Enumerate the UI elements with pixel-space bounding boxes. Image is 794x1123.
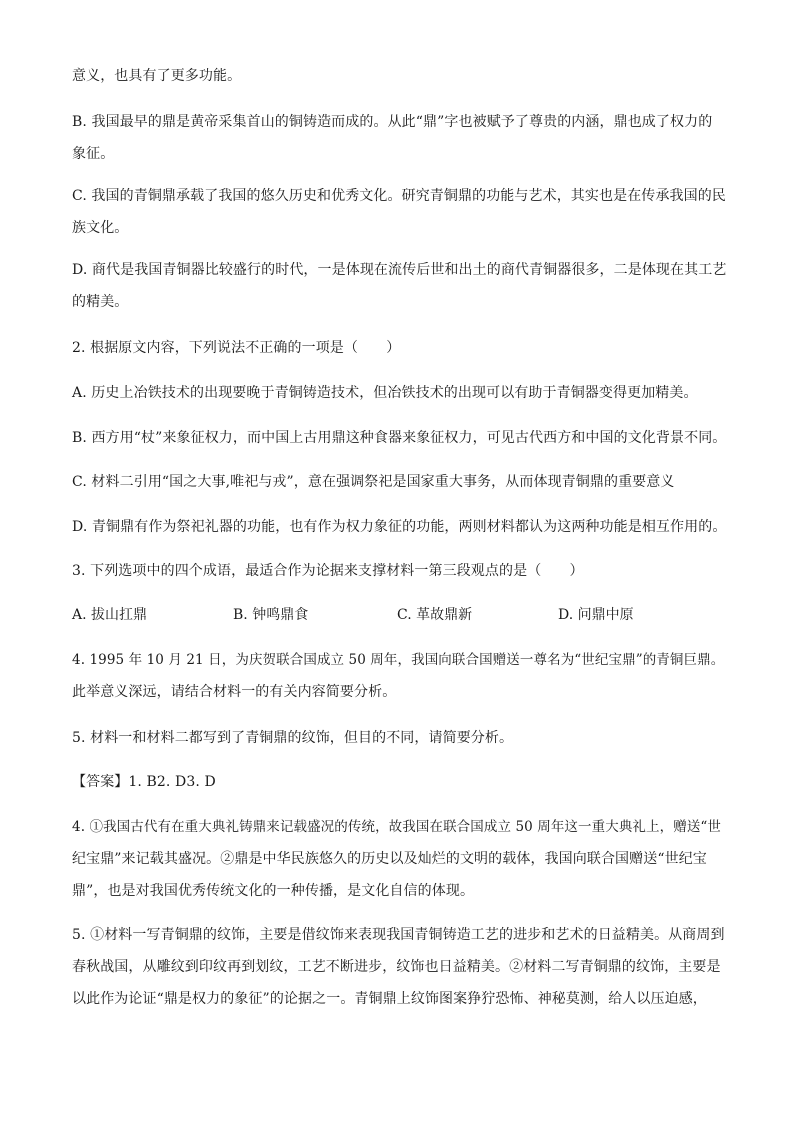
option-d-line-1: D. 商代是我国青铜器比较盛行的时代，一是体现在流传后世和出土的商代青铜器很多，二是体现在其工艺 <box>72 262 727 278</box>
q3-option-d: D. 问鼎中原 <box>558 607 634 623</box>
answer-5-line-2: 春秋战国，从雕纹到印纹再到划纹，工艺不断进步，纹饰也日益精美。②材料二写青铜鼎的纹饰，主要是 <box>72 959 721 975</box>
q3-option-a: A. 拔山扛鼎 <box>72 607 148 623</box>
q2-option-c: C. 材料二引用“国之大事,唯祀与戎”，意在强调祭祀是国家重大事务，从而体现青铜鼎的重要意义 <box>72 474 675 490</box>
question-4-line-1: 4. 1995 年 10 月 21 日，为庆贺联合国成立 50 周年，我国向联合国赠送一尊名为“世纪宝鼎”的青铜巨鼎。 <box>72 652 725 668</box>
option-b-line-2: 象征。 <box>72 146 115 162</box>
option-c-line-1: C. 我国的青铜鼎承载了我国的悠久历史和优秀文化。研究青铜鼎的功能与艺术，其实也是在传承我国的民 <box>72 188 726 204</box>
answer-label: 【答案】 <box>72 774 129 790</box>
option-d-line-2: 的精美。 <box>72 294 129 310</box>
option-c-line-2: 族文化。 <box>72 220 129 236</box>
question-2: 2. 根据原文内容，下列说法不正确的一项是（ ） <box>72 340 401 356</box>
option-b-line-1: B. 我国最早的鼎是黄帝采集首山的铜铸造而成的。从此“鼎”字也被赋予了尊贵的内涵，鼎也成了权力的 <box>72 114 713 130</box>
question-5: 5. 材料一和材料二都写到了青铜鼎的纹饰，但目的不同，请简要分析。 <box>72 730 514 746</box>
q2-option-d: D. 青铜鼎有作为祭祀礼器的功能，也有作为权力象征的功能，两则材料都认为这两种功能是相互作用的。 <box>72 519 727 535</box>
question-3: 3. 下列选项中的四个成语，最适合作为论据来支撑材料一第三段观点的是（ ） <box>72 563 584 579</box>
answer-text: 1. B2. D3. D <box>128 774 216 790</box>
answer-line <box>72 772 732 792</box>
q3-option-c: C. 革故鼎新 <box>397 607 473 623</box>
answer-5-line-1: 5. ①材料一写青铜鼎的纹饰，主要是借纹饰来表现我国青铜铸造工艺的进步和艺术的日益精美。从商周到 <box>72 927 725 943</box>
q2-option-a: A. 历史上冶铁技术的出现要晚于青铜铸造技术，但冶铁技术的出现可以有助于青铜器变得更加精美。 <box>72 385 698 401</box>
answer-5-line-3: 以此作为论证“鼎是权力的象征”的论据之一。青铜鼎上纹饰图案狰狞恐怖、神秘莫测，给人以压迫感， <box>72 991 707 1007</box>
answer-4-line-3: 鼎”，也是对我国优秀传统文化的一种传播，是文化自信的体现。 <box>72 883 475 899</box>
q3-option-b: B. 钟鸣鼎食 <box>233 607 309 623</box>
answer-4-line-1: 4. ①我国古代有在重大典礼铸鼎来记载盛况的传统，故我国在联合国成立 50 周年这一重大典礼上，赠送“世 <box>72 819 722 835</box>
answer-4-line-2: 纪宝鼎”来记载其盛况。②鼎是中华民族悠久的历史以及灿烂的文明的载体，我国向联合国赠送“世纪宝 <box>72 851 707 867</box>
q2-option-b: B. 西方用“杖”来象征权力，而中国上古用鼎这种食器来象征权力，可见古代西方和中国的文化背景不同。 <box>72 430 727 446</box>
text-line: 意义，也具有了更多功能。 <box>72 68 242 84</box>
question-4-line-2: 此举意义深远，请结合材料一的有关内容简要分析。 <box>72 684 397 700</box>
